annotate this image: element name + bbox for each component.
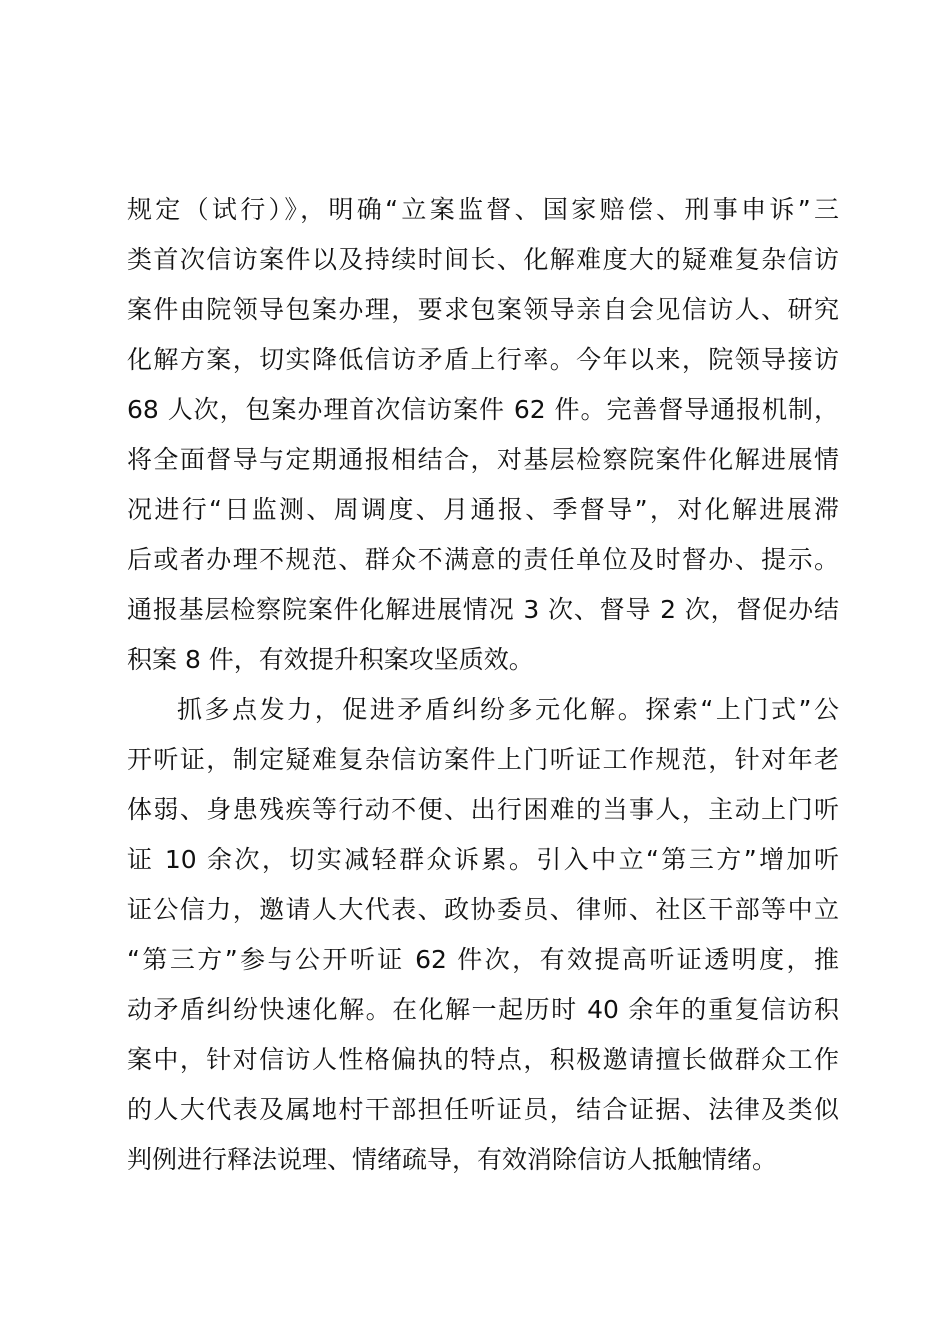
text-line: 证公信力，邀请人大代表、政协委员、律师、社区干部等中立 <box>127 895 839 924</box>
text-line: 动矛盾纠纷快速化解。在化解一起历时 40 余年的重复信访积 <box>127 995 839 1024</box>
text-line: 判例进行释法说理、情绪疏导，有效消除信访人抵触情绪。 <box>127 1145 778 1174</box>
text-line: 体弱、身患残疾等行动不便、出行困难的当事人，主动上门听 <box>127 795 839 824</box>
body-text <box>127 185 839 1185</box>
text-line: 案件由院领导包案办理，要求包案领导亲自会见信访人、研究 <box>127 295 839 324</box>
text-line: 将全面督导与定期通报相结合，对基层检察院案件化解进展情 <box>127 445 839 474</box>
text-line: 案中，针对信访人性格偏执的特点，积极邀请擅长做群众工作 <box>127 1045 839 1074</box>
text-line: 况进行“日监测、周调度、月通报、季督导”，对化解进展滞 <box>127 495 839 524</box>
paragraph-1 <box>127 185 839 685</box>
text-line: 证 10 余次，切实减轻群众诉累。引入中立“第三方”增加听 <box>127 845 839 874</box>
text-line: 类首次信访案件以及持续时间长、化解难度大的疑难复杂信访 <box>127 245 839 274</box>
text-line: 68 人次，包案办理首次信访案件 62 件。完善督导通报机制， <box>127 395 839 424</box>
text-line: 开听证，制定疑难复杂信访案件上门听证工作规范，针对年老 <box>127 745 839 774</box>
text-line: 化解方案，切实降低信访矛盾上行率。今年以来，院领导接访 <box>127 345 839 374</box>
paragraph-2 <box>127 685 839 1185</box>
text-line: 积案 8 件，有效提升积案攻坚质效。 <box>127 645 534 674</box>
text-line: “第三方”参与公开听证 62 件次，有效提高听证透明度，推 <box>127 945 839 974</box>
text-line: 规定（试行）》，明确“立案监督、国家赔偿、刑事申诉”三 <box>127 195 839 224</box>
text-line: 后或者办理不规范、群众不满意的责任单位及时督办、提示。 <box>127 545 839 574</box>
text-line: 抓多点发力，促进矛盾纠纷多元化解。探索“上门式”公 <box>177 695 839 724</box>
text-line: 的人大代表及属地村干部担任听证员，结合证据、法律及类似 <box>127 1095 839 1124</box>
text-line: 通报基层检察院案件化解进展情况 3 次、督导 2 次，督促办结 <box>127 595 839 624</box>
